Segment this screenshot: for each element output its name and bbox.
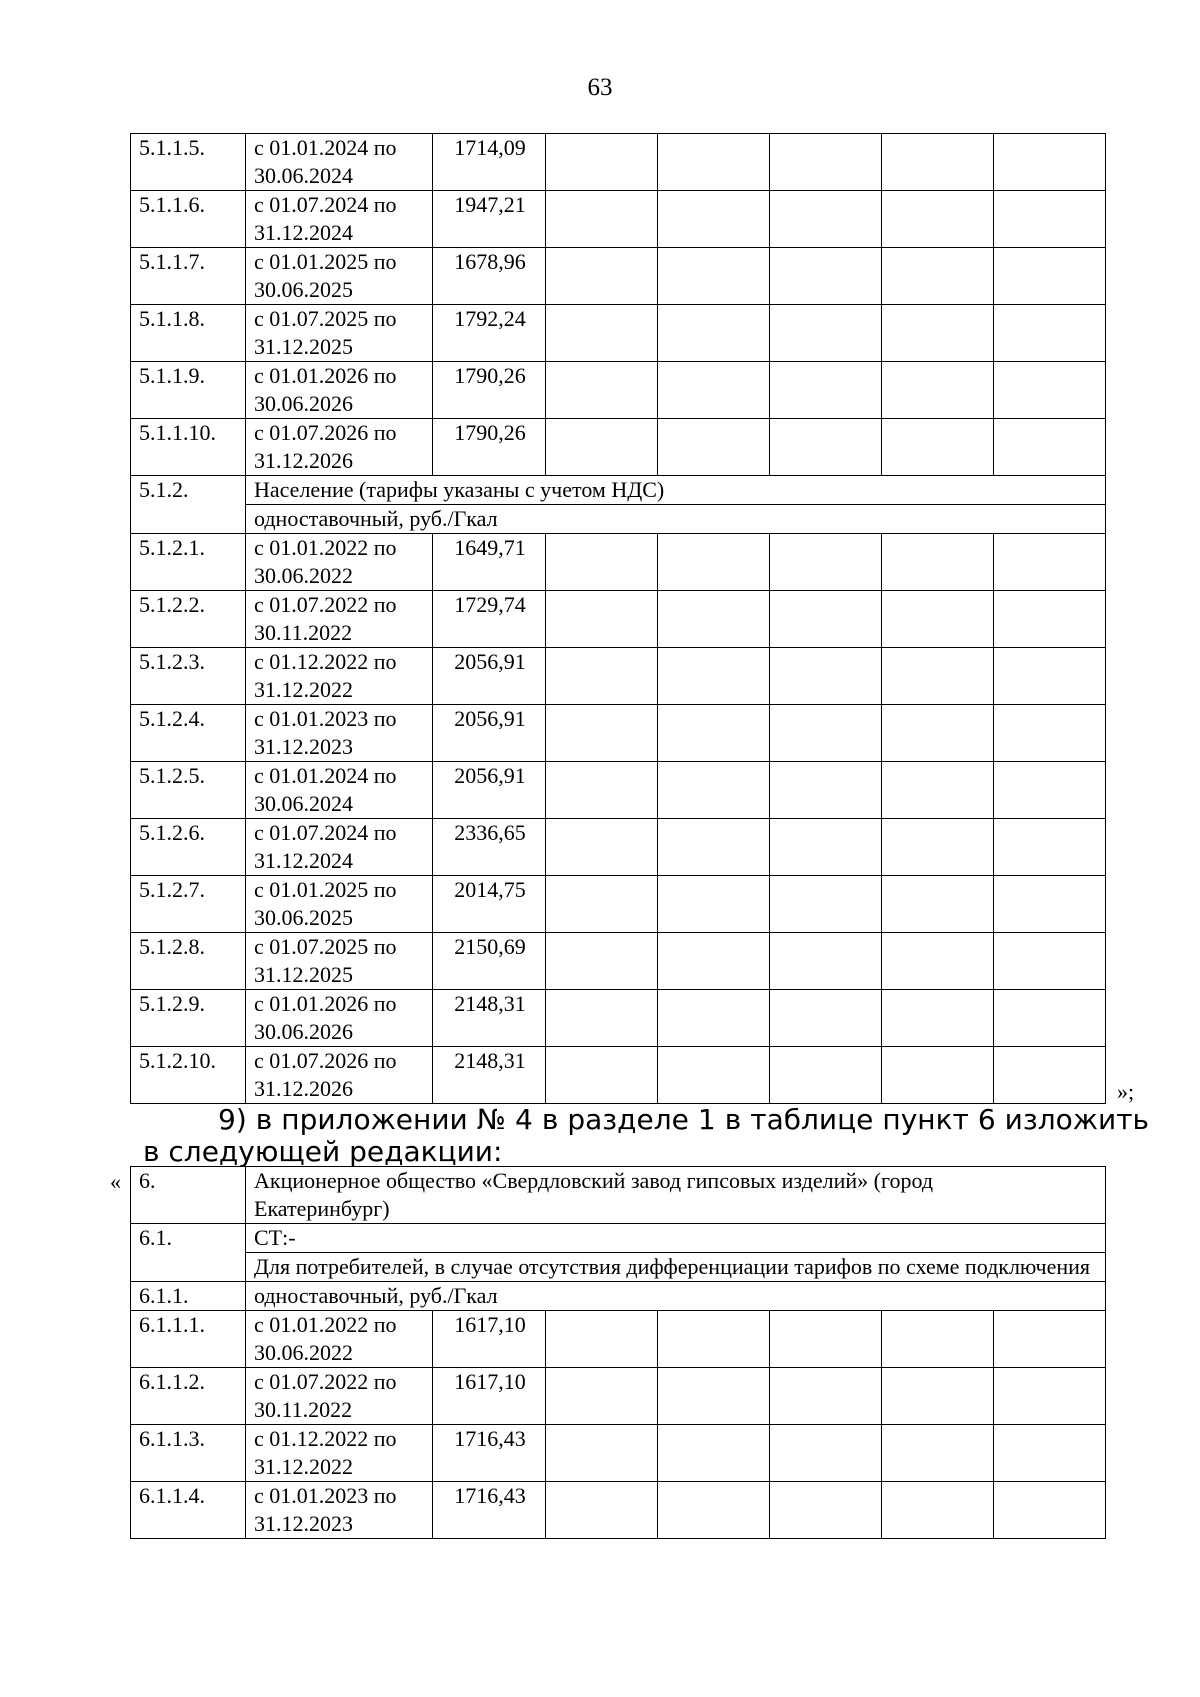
empty-cell [770,591,882,648]
period-end: 30.06.2024 [254,791,353,816]
empty-cell [882,305,994,362]
period-end: 30.06.2022 [254,1340,353,1365]
empty-cell [546,876,658,933]
empty-cell [546,1482,658,1539]
period-end: 31.12.2024 [254,848,353,873]
row-code: 5.1.2.8. [131,933,246,990]
tariff-value: 1617,10 [433,1311,546,1368]
empty-cell [658,1047,770,1104]
empty-cell [882,1047,994,1104]
tariff-value: 1729,74 [433,591,546,648]
tariff-value: 2014,75 [433,876,546,933]
period-cell [246,419,433,476]
row-code: 5.1.1.7. [131,248,246,305]
tariff-value: 2336,65 [433,819,546,876]
tariff-value: 1790,26 [433,362,546,419]
tariff-value: 1790,26 [433,419,546,476]
table-row [131,191,1106,248]
row-code: 6.1. [131,1224,246,1282]
empty-cell [770,419,882,476]
empty-cell [770,534,882,591]
empty-cell [658,990,770,1047]
empty-cell [994,990,1106,1047]
period-cell [246,819,433,876]
tariff-value: 1716,43 [433,1425,546,1482]
empty-cell [994,591,1106,648]
empty-cell [546,534,658,591]
period-cell [246,705,433,762]
empty-cell [546,1311,658,1368]
period-end: 30.06.2025 [254,277,353,302]
empty-cell [658,591,770,648]
period-start: с 01.07.2022 по [254,592,397,617]
period-end: 31.12.2025 [254,962,353,987]
empty-cell [994,876,1106,933]
organization-city: Екатеринбург) [254,1196,390,1221]
tariff-table-2 [130,1166,1106,1539]
empty-cell [546,305,658,362]
empty-cell [546,990,658,1047]
empty-cell [770,990,882,1047]
empty-cell [658,134,770,191]
period-start: с 01.01.2022 по [254,1312,397,1337]
period-start: с 01.07.2025 по [254,934,397,959]
period-start: с 01.07.2026 по [254,1048,397,1073]
empty-cell [546,362,658,419]
period-cell [246,876,433,933]
empty-cell [994,134,1106,191]
empty-cell [546,134,658,191]
empty-cell [994,705,1106,762]
tariff-value: 2148,31 [433,1047,546,1104]
empty-cell [882,648,994,705]
empty-cell [658,1311,770,1368]
period-start: с 01.07.2025 по [254,306,397,331]
row-code: 5.1.2.6. [131,819,246,876]
empty-cell [658,933,770,990]
empty-cell [770,819,882,876]
empty-cell [770,1368,882,1425]
row-code: 6.1.1.3. [131,1425,246,1482]
empty-cell [546,819,658,876]
period-end: 31.12.2026 [254,448,353,473]
opening-quote: « [110,1169,121,1194]
row-code: 5.1.2.1. [131,534,246,591]
row-code: 5.1.2.10. [131,1047,246,1104]
empty-cell [994,933,1106,990]
empty-cell [770,648,882,705]
empty-cell [658,876,770,933]
tariff-table-1 [130,133,1106,1104]
period-start: с 01.12.2022 по [254,649,397,674]
empty-cell [770,762,882,819]
empty-cell [770,705,882,762]
empty-cell [994,648,1106,705]
row-code: 6.1.1.2. [131,1368,246,1425]
period-end: 30.06.2022 [254,563,353,588]
table-row [131,1368,1106,1425]
period-end: 30.11.2022 [254,620,353,645]
period-end: 30.06.2026 [254,1019,353,1044]
empty-cell [770,1047,882,1104]
row-code: 5.1.2.3. [131,648,246,705]
table-row [131,591,1106,648]
tariff-value: 1792,24 [433,305,546,362]
empty-cell [882,191,994,248]
empty-cell [994,1311,1106,1368]
row-code: 5.1.2.4. [131,705,246,762]
row-code: 6.1.1.1. [131,1311,246,1368]
tariff-value: 2148,31 [433,990,546,1047]
empty-cell [994,248,1106,305]
row-code: 6. [131,1167,246,1224]
period-end: 31.12.2023 [254,734,353,759]
closing-quote: »; [1117,1079,1135,1104]
table-row [131,819,1106,876]
empty-cell [658,1482,770,1539]
table-row [131,933,1106,990]
period-end: 31.12.2022 [254,1454,353,1479]
period-end: 31.12.2026 [254,1076,353,1101]
tariff-value: 2056,91 [433,648,546,705]
empty-cell [882,248,994,305]
empty-cell [770,362,882,419]
empty-cell [882,876,994,933]
empty-cell [658,419,770,476]
period-cell [246,134,433,191]
period-cell [246,248,433,305]
period-start: с 01.07.2022 по [254,1369,397,1394]
period-end: 31.12.2024 [254,220,353,245]
empty-cell [546,191,658,248]
table-row [131,1167,1106,1224]
empty-cell [882,990,994,1047]
period-cell [246,1482,433,1539]
period-start: с 01.12.2022 по [254,1426,397,1451]
period-cell [246,591,433,648]
row-code: 5.1.1.10. [131,419,246,476]
table-row [131,505,1106,534]
section-title: СТ:- [246,1224,1106,1253]
empty-cell [882,134,994,191]
table-row [131,876,1106,933]
empty-cell [994,1482,1106,1539]
empty-cell [546,705,658,762]
row-code: 5.1.2.5. [131,762,246,819]
empty-cell [994,1425,1106,1482]
period-end: 30.06.2025 [254,905,353,930]
row-code: 5.1.1.5. [131,134,246,191]
empty-cell [882,362,994,419]
period-cell [246,762,433,819]
table-row [131,134,1106,191]
period-end: 31.12.2023 [254,1511,353,1536]
empty-cell [658,362,770,419]
row-code: 6.1.1. [131,1282,246,1311]
empty-cell [770,134,882,191]
tariff-value: 2056,91 [433,762,546,819]
tariff-value: 1947,21 [433,191,546,248]
tariff-value: 1678,96 [433,248,546,305]
empty-cell [658,705,770,762]
period-cell [246,1368,433,1425]
period-end: 31.12.2022 [254,677,353,702]
tariff-value: 2150,69 [433,933,546,990]
empty-cell [882,933,994,990]
empty-cell [546,419,658,476]
organization-cell [246,1167,1106,1224]
period-start: с 01.01.2023 по [254,706,397,731]
empty-cell [770,876,882,933]
table-row [131,1047,1106,1104]
period-cell [246,362,433,419]
table-row [131,762,1106,819]
empty-cell [882,1368,994,1425]
period-start: с 01.01.2026 по [254,991,397,1016]
empty-cell [658,191,770,248]
table-row [131,362,1106,419]
row-code: 5.1.1.8. [131,305,246,362]
row-code: 5.1.2. [131,476,246,534]
row-code: 6.1.1.4. [131,1482,246,1539]
empty-cell [658,762,770,819]
row-code: 5.1.1.9. [131,362,246,419]
empty-cell [546,1425,658,1482]
table-row [131,1311,1106,1368]
table-row [131,419,1106,476]
period-cell [246,305,433,362]
period-cell [246,534,433,591]
table-row [131,305,1106,362]
amendment-paragraph: 9) в приложении № 4 в разделе 1 в таблице пункт 6 изложить в следующей редакции: [143,1103,1149,1168]
empty-cell [882,591,994,648]
empty-cell [658,534,770,591]
empty-cell [882,534,994,591]
empty-cell [882,1482,994,1539]
period-cell [246,1425,433,1482]
tariff-value: 2056,91 [433,705,546,762]
period-start: с 01.07.2026 по [254,420,397,445]
empty-cell [770,305,882,362]
empty-cell [770,933,882,990]
period-start: с 01.01.2024 по [254,763,397,788]
period-start: с 01.01.2025 по [254,249,397,274]
period-start: с 01.01.2022 по [254,535,397,560]
empty-cell [882,1425,994,1482]
empty-cell [546,1047,658,1104]
period-cell [246,191,433,248]
empty-cell [658,819,770,876]
row-code: 5.1.2.7. [131,876,246,933]
period-cell [246,933,433,990]
empty-cell [882,419,994,476]
section-title: Население (тарифы указаны с учетом НДС) [246,476,1106,505]
empty-cell [546,1368,658,1425]
table-row [131,476,1106,505]
empty-cell [546,591,658,648]
empty-cell [994,819,1106,876]
period-end: 30.06.2026 [254,391,353,416]
table-row [131,705,1106,762]
tariff-value: 1716,43 [433,1482,546,1539]
empty-cell [994,762,1106,819]
period-start: с 01.01.2023 по [254,1483,397,1508]
tariff-value: 1649,71 [433,534,546,591]
section-subtitle: одноставочный, руб./Гкал [246,505,1106,534]
empty-cell [994,305,1106,362]
period-end: 30.11.2022 [254,1397,353,1422]
empty-cell [546,248,658,305]
row-code: 5.1.2.2. [131,591,246,648]
row-code: 5.1.2.9. [131,990,246,1047]
table-row [131,1224,1106,1253]
empty-cell [658,248,770,305]
empty-cell [994,1368,1106,1425]
empty-cell [770,1425,882,1482]
period-start: с 01.07.2024 по [254,820,397,845]
empty-cell [658,648,770,705]
period-cell [246,990,433,1047]
empty-cell [882,1311,994,1368]
table-row [131,648,1106,705]
empty-cell [882,762,994,819]
empty-cell [770,248,882,305]
table-row [131,248,1106,305]
table-row [131,990,1106,1047]
period-start: с 01.07.2024 по [254,192,397,217]
section-title: одноставочный, руб./Гкал [246,1282,1106,1311]
empty-cell [770,1311,882,1368]
table-row [131,1425,1106,1482]
empty-cell [658,305,770,362]
tariff-value: 1714,09 [433,134,546,191]
period-cell [246,1311,433,1368]
organization-name: Акционерное общество «Свердловский завод гипсовых изделий» (город [254,1168,934,1193]
empty-cell [658,1425,770,1482]
empty-cell [994,534,1106,591]
period-cell [246,648,433,705]
period-end: 30.06.2024 [254,163,353,188]
empty-cell [546,762,658,819]
section-subtitle: Для потребителей, в случае отсутствия дифференциации тарифов по схеме подключения [246,1253,1106,1282]
empty-cell [546,648,658,705]
period-start: с 01.01.2026 по [254,363,397,388]
empty-cell [994,419,1106,476]
table-row [131,1282,1106,1311]
empty-cell [994,191,1106,248]
empty-cell [546,933,658,990]
period-start: с 01.01.2025 по [254,877,397,902]
period-cell [246,1047,433,1104]
empty-cell [770,191,882,248]
tariff-value: 1617,10 [433,1368,546,1425]
table-row [131,1482,1106,1539]
table-row [131,534,1106,591]
empty-cell [994,1047,1106,1104]
row-code: 5.1.1.6. [131,191,246,248]
period-end: 31.12.2025 [254,334,353,359]
empty-cell [994,362,1106,419]
empty-cell [658,1368,770,1425]
empty-cell [770,1482,882,1539]
table-row [131,1253,1106,1282]
empty-cell [882,705,994,762]
period-start: с 01.01.2024 по [254,135,397,160]
page-number: 63 [587,74,613,101]
empty-cell [882,819,994,876]
